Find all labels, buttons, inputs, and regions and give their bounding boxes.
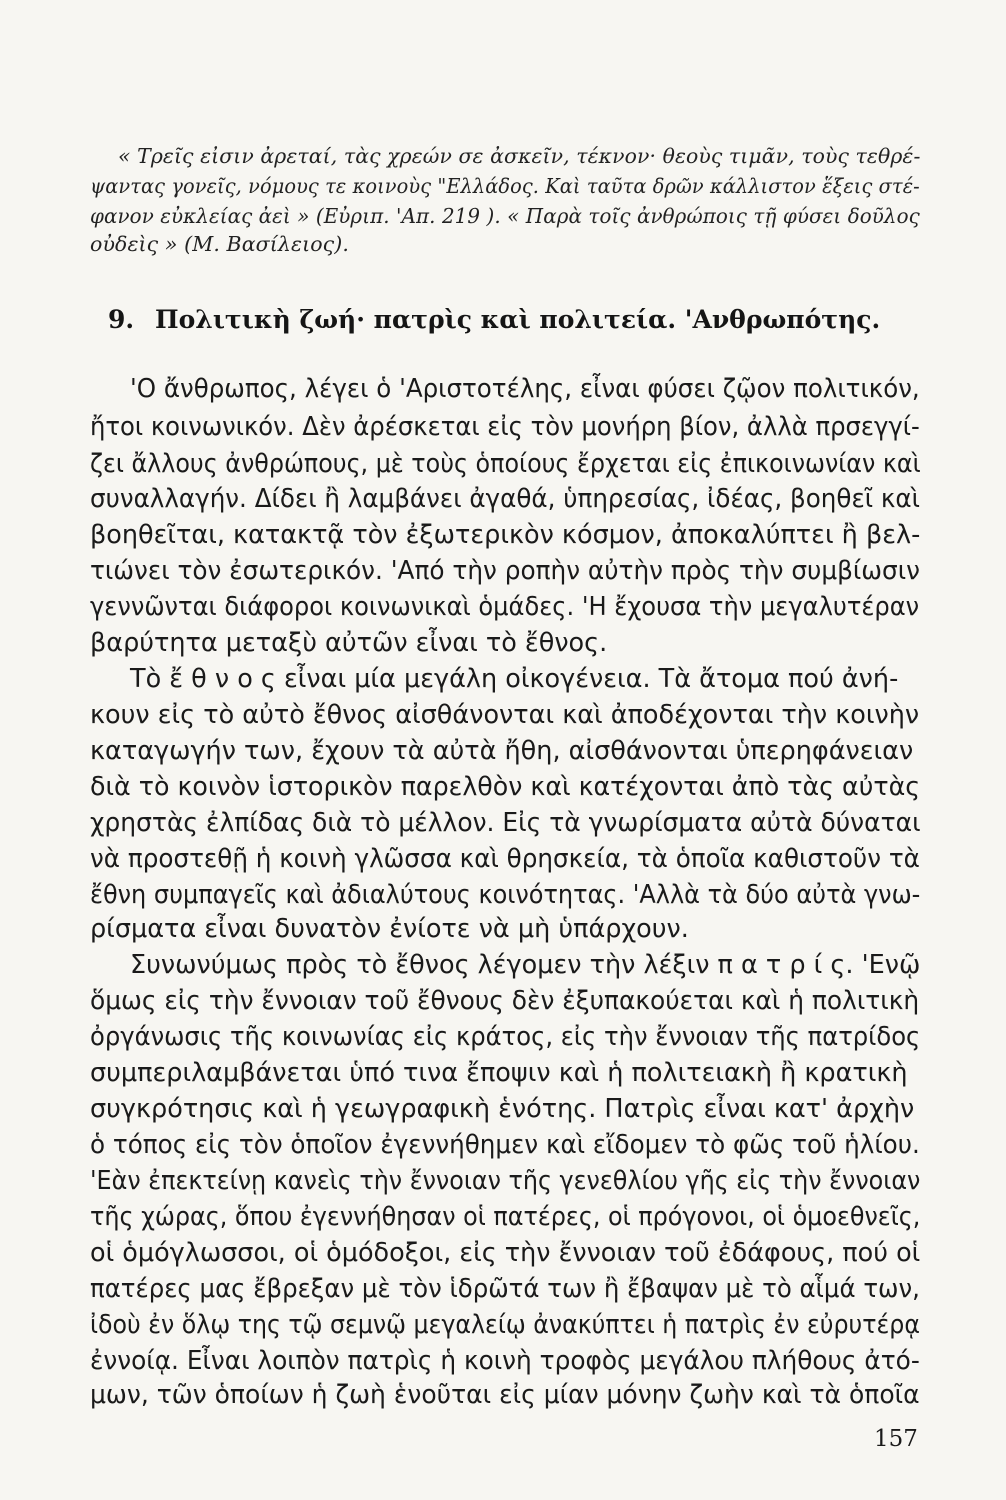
body-line: Τὸ ἔ θ ν ο ς εἶναι μία μεγάλη οἰκογένεια. Τὰ ἄτομα πού ἀνή- — [130, 664, 899, 694]
body-line: ἐννοίᾳ. Εἶναι λοιπὸν πατρὶς ἡ κοινὴ τροφὸς μεγάλου πλήθους ἀτό- — [90, 1346, 920, 1376]
quote-line: ψαντας γονεῖς, νόμους τε κοινοὺς "Ελλάδος. Καὶ ταῦτα δρῶν κάλλιστον ἕξεις στέ- — [90, 174, 920, 198]
body-line: συναλλαγήν. Δίδει ἢ λαμβάνει ἀγαθά, ὑπηρεσίας, ἰδέας, βοηθεῖ καὶ — [90, 484, 920, 514]
body-line: ἰδοὺ ἐν ὅλῳ της τῷ σεμνῷ μεγαλείῳ ἀνακύπτει ἡ πατρὶς ἐν εὐρυτέρᾳ — [90, 1310, 920, 1340]
body-line: ἤτοι κοινωνικόν. Δὲν ἀρέσκεται εἰς τὸν μονήρη βίον, ἀλλὰ πρσεγγί- — [90, 412, 920, 442]
quote-line: « Τρεῖς εἰσιν ἀρεταί, τὰς χρεών σε ἀσκεῖν, τέκνον· θεοὺς τιμᾶν, τοὺς τεθρέ- — [118, 144, 921, 168]
body-line: ὁ τόπος εἰς τὸν ὁποῖον ἐγεννήθημεν καὶ εἴδομεν τὸ φῶς τοῦ ἡλίου. — [90, 1130, 920, 1160]
body-line: καταγωγήν των, ἔχουν τὰ αὐτὰ ἤθη, αἰσθάνονται ὑπερηφάνειαν — [90, 736, 914, 766]
body-line: συμπεριλαμβάνεται ὑπό τινα ἔποψιν καὶ ἡ πολιτειακὴ ἢ κρατικὴ — [90, 1058, 908, 1088]
body-line: διὰ τὸ κοινὸν ἱστορικὸν παρελθὸν καὶ κατέχονται ἀπὸ τὰς αὐτὰς — [90, 772, 921, 802]
body-line: 'Εὰν ἐπεκτείνῃ κανεὶς τὴν ἔννοιαν τῆς γενεθλίου γῆς εἰς τὴν ἔννοιαν — [90, 1166, 921, 1196]
quote-line: οὐδεὶς » (Μ. Βασίλειος). — [90, 232, 349, 256]
body-line: ὅμως εἰς τὴν ἔννοιαν τοῦ ἔθνους δὲν ἐξυπακούεται καὶ ἡ πολιτικὴ — [90, 986, 920, 1016]
body-line: κουν εἰς τὸ αὐτὸ ἔθνος αἰσθάνονται καὶ ἀποδέχονται τὴν κοινὴν — [90, 700, 920, 730]
section-title: Πολιτικὴ ζωή· πατρὶς καὶ πολιτεία. 'Ανθρωπότης. — [155, 305, 881, 334]
body-line: χρηστὰς ἐλπίδας διὰ τὸ μέλλον. Εἰς τὰ γνωρίσματα αὐτὰ δύναται — [90, 808, 921, 838]
page-number: 157 — [874, 1426, 918, 1452]
body-line: ρίσματα εἶναι δυνατὸν ἐνίοτε νὰ μὴ ὑπάρχουν. — [90, 914, 689, 944]
body-line: ζει ἄλλους ἀνθρώπους, μὲ τοὺς ὁποίους ἔρχεται εἰς ἐπικοινωνίαν καὶ — [90, 449, 921, 479]
body-line: ἔθνη συμπαγεῖς καὶ ἀδιαλύτους κοινότητας. 'Αλλὰ τὰ δύο αὐτὰ γνω- — [90, 880, 921, 910]
body-line: βοηθεῖται, κατακτᾷ τὸν ἐξωτερικὸν κόσμον, ἀποκαλύπτει ἢ βελ- — [90, 520, 921, 550]
body-line: 'Ο ἄνθρωπος, λέγει ὁ 'Αριστοτέλης, εἶναι φύσει ζῷον πολιτικόν, — [130, 374, 920, 404]
body-line: τῆς χώρας, ὅπου ἐγεννήθησαν οἱ πατέρες, οἱ πρόγονοι, οἱ ὁμοεθνεῖς, — [90, 1202, 921, 1232]
body-line: ὀργάνωσις τῆς κοινωνίας εἰς κράτος, εἰς τὴν ἔννοιαν τῆς πατρίδος — [90, 1022, 921, 1052]
body-line: νὰ προστεθῇ ἡ κοινὴ γλῶσσα καὶ θρησκεία, τὰ ὁποῖα καθιστοῦν τὰ — [90, 844, 920, 874]
body-line: Συνωνύμως πρὸς τὸ ἔθνος λέγομεν τὴν λέξιν π α τ ρ ί ς. 'Ενῷ — [130, 950, 921, 980]
body-line: βαρύτητα μεταξὺ αὐτῶν εἶναι τὸ ἔθνος. — [90, 628, 608, 658]
section-number: 9. — [108, 305, 135, 334]
body-line: μων, τῶν ὁποίων ἡ ζωὴ ἑνοῦται εἰς μίαν μόνην ζωὴν καὶ τὰ ὁποῖα — [90, 1380, 920, 1410]
body-line: οἱ ὁμόγλωσσοι, οἱ ὁμόδοξοι, εἰς τὴν ἔννοιαν τοῦ ἐδάφους, πού οἱ — [90, 1238, 921, 1268]
body-line: γεννῶνται διάφοροι κοινωνικαὶ ὁμάδες. 'Η ἔχουσα τὴν μεγαλυτέραν — [90, 592, 920, 622]
body-line: συγκρότησις καὶ ἡ γεωγραφικὴ ἑνότης. Πατρὶς εἶναι κατ' ἀρχὴν — [90, 1094, 915, 1124]
quote-line: φανον εὐκλείας ἀεὶ » (Εὐριπ. 'Απ. 219 ). « Παρὰ τοῖς ἀνθρώποις τῇ φύσει δοῦλος — [90, 204, 920, 228]
body-line: πατέρες μας ἔβρεξαν μὲ τὸν ἱδρῶτά των ἢ ἔβαψαν μὲ τὸ αἷμά των, — [90, 1274, 920, 1304]
body-line: τιώνει τὸν ἐσωτερικόν. 'Από τὴν ροπὴν αὐτὴν πρὸς τὴν συμβίωσιν — [90, 556, 920, 586]
